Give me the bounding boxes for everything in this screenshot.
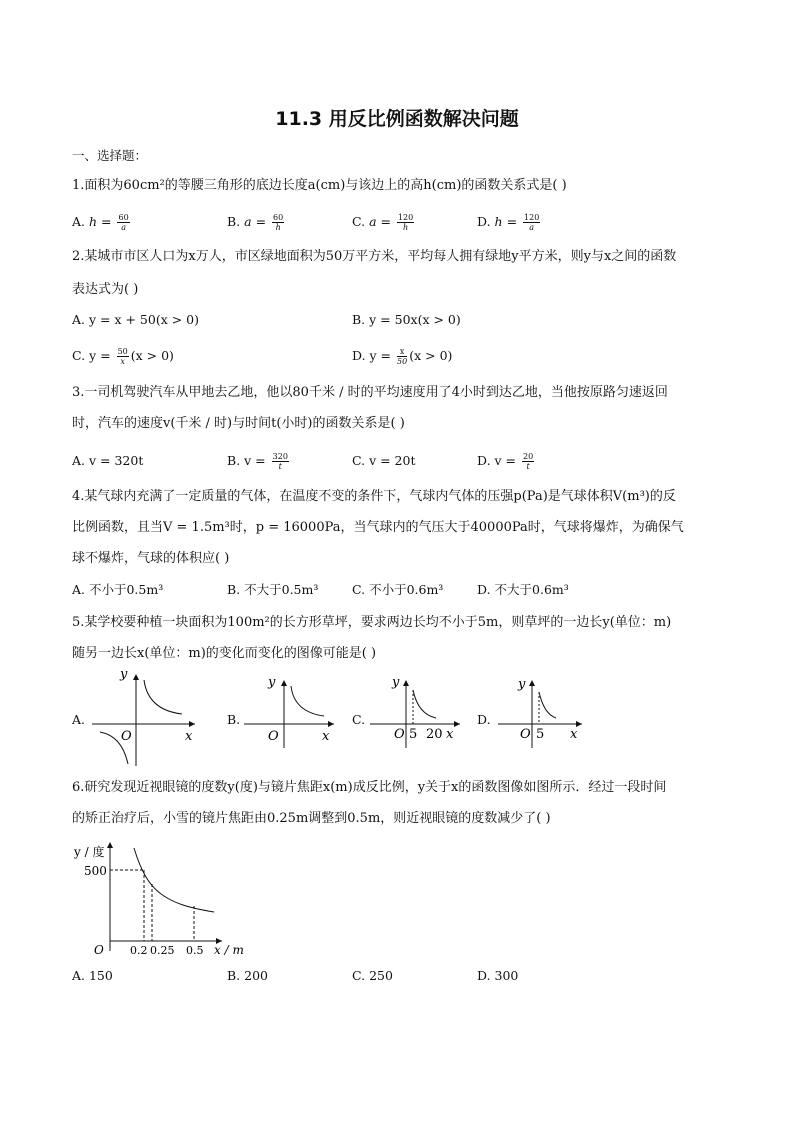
question-6-line-1: 6.研究发现近视眼镜的度数y(度)与镜片焦距x(m)成反比例，y关于x的函数图像如图所示．经过一段时间 <box>72 780 667 795</box>
q6-option-b[interactable]: B. 200 <box>227 968 268 983</box>
x-label: x <box>570 727 578 742</box>
q4-option-b[interactable]: B. 不大于0.5m³ <box>227 582 319 597</box>
q2-c-fraction <box>117 347 129 366</box>
q1-option-a[interactable] <box>72 212 132 232</box>
q5-graph-c[interactable] <box>368 672 468 752</box>
q1-option-d[interactable] <box>477 212 542 232</box>
curve-branch-1 <box>144 680 182 714</box>
question-4-line-1: 4.某气球内充满了一定质量的气体，在温度不变的条件下，气球内气体的压强p(Pa)是气球体积V(m³)的反 <box>72 489 676 504</box>
q4-option-a[interactable]: A. 不小于0.5m³ <box>72 582 164 597</box>
question-3-line-2: 时，汽车的速度v(千米 / 时)与时间t(小时)的函数关系是( ) <box>72 416 405 431</box>
q1-d-fraction <box>523 213 540 232</box>
question-4-line-3: 球不爆炸，气球的体积应( ) <box>72 551 230 566</box>
question-5-line-2: 随另一边长x(单位：m)的变化而变化的图像可能是( ) <box>72 646 377 661</box>
y-axis-label: y / 度 <box>74 845 105 859</box>
q1-b-den: h <box>275 223 281 232</box>
q6-graph[interactable] <box>72 838 262 956</box>
q2-c-tail: (x > 0) <box>130 348 174 363</box>
y-label: y <box>120 668 128 682</box>
q5-option-c-label[interactable]: C. <box>352 712 366 727</box>
q3-option-d[interactable] <box>477 451 536 471</box>
y-label: y <box>392 675 400 690</box>
q1-b-num: 60 <box>273 213 284 222</box>
q2-d-label: D. y = <box>352 348 392 363</box>
q2-c-num: 50 <box>117 347 128 356</box>
x-axis-label: x / m <box>214 943 244 956</box>
q1-option-b[interactable] <box>227 212 286 232</box>
question-6-line-2: 的矫正治疗后，小雪的镜片焦距由0.25m调整到0.5m，则近视眼镜的度数减少了( ) <box>72 811 551 826</box>
q3-b-fraction <box>272 452 289 471</box>
origin-label: O <box>121 729 132 744</box>
x-label: x <box>322 729 330 744</box>
y-axis-arrow <box>133 674 139 680</box>
y-axis-arrow <box>107 842 113 848</box>
origin-label: O <box>94 943 104 956</box>
q1-d-num: 120 <box>524 213 540 222</box>
q1-c-label: C. <box>352 214 366 229</box>
q2-c-den: x <box>120 357 125 366</box>
tick-0-2: 0.2 <box>130 944 148 956</box>
q1-option-c[interactable] <box>352 212 416 232</box>
y-axis-arrow <box>403 680 409 686</box>
x-label: x <box>446 727 454 742</box>
q2-d-num: x <box>397 347 407 357</box>
tick-500: 500 <box>84 864 107 878</box>
q5-option-d-label[interactable]: D. <box>477 712 491 727</box>
q6-option-d[interactable]: D. 300 <box>477 968 519 983</box>
q1-c-num: 120 <box>397 213 414 222</box>
q1-a-den: a <box>121 223 126 232</box>
tick-5: 5 <box>536 727 545 742</box>
x-axis-arrow <box>189 721 195 727</box>
q1-a-lhs: h = <box>89 214 112 229</box>
q1-c-den: h <box>403 223 409 232</box>
q2-d-fraction <box>397 347 407 366</box>
x-axis-arrow <box>328 721 334 727</box>
q1-d-lhs: h = <box>494 214 518 229</box>
x-label: x <box>185 729 193 744</box>
q2-option-a[interactable]: A. y = x + 50(x > 0) <box>72 312 200 327</box>
q3-d-label: D. v = <box>477 453 517 468</box>
q2-option-d[interactable] <box>352 346 452 366</box>
q6-option-a[interactable]: A. 150 <box>72 968 113 983</box>
tick-20: 20 <box>426 727 443 742</box>
question-3-line-1: 3.一司机驾驶汽车从甲地去乙地，他以80千米 / 时的平均速度用了4小时到达乙地，当他按原路匀速返回 <box>72 385 668 400</box>
x-axis-arrow <box>454 721 460 727</box>
q3-d-den: t <box>526 462 530 471</box>
q3-option-b[interactable] <box>227 451 291 471</box>
q3-option-a[interactable]: A. v = 320t <box>72 453 144 468</box>
section-heading: 一、选择题： <box>72 148 148 163</box>
tick-5: 5 <box>409 727 418 742</box>
curve <box>291 686 324 716</box>
origin-label: O <box>394 727 405 742</box>
question-1-text: 1.面积为60cm²的等腰三角形的底边长度a(cm)与该边上的高h(cm)的函数关系式是( ) <box>72 178 567 193</box>
q1-a-label: A. <box>72 214 86 229</box>
q3-b-label: B. v = <box>227 453 266 468</box>
q5-graph-d[interactable] <box>496 672 596 752</box>
q3-b-num: 320 <box>272 452 288 461</box>
q1-b-lhs: a = <box>244 214 267 229</box>
q5-option-b-label[interactable]: B. <box>227 712 241 727</box>
q1-b-fraction <box>272 213 284 232</box>
y-label: y <box>518 677 526 692</box>
q1-a-fraction <box>117 213 129 232</box>
q5-option-a-label[interactable]: A. <box>72 712 86 727</box>
q3-d-num: 20 <box>523 452 534 461</box>
question-2-line-1: 2.某城市市区人口为x万人，市区绿地面积为50万平方米，平均每人拥有绿地y平方米，则y与x之间的函数 <box>72 249 677 264</box>
q1-d-label: D. <box>477 214 491 229</box>
origin-label: O <box>520 727 531 742</box>
tick-0-25: 0.25 <box>150 944 175 956</box>
q1-d-den: a <box>529 223 535 232</box>
q2-d-tail: (x > 0) <box>409 348 453 363</box>
curve <box>134 848 214 912</box>
q2-option-c[interactable] <box>72 346 174 366</box>
page-title: 11.3 用反比例函数解决问题 <box>275 108 519 130</box>
origin-label: O <box>268 729 279 744</box>
q3-d-fraction <box>522 452 534 471</box>
question-2-line-2: 表达式为( ) <box>72 282 139 297</box>
q1-b-label: B. <box>227 214 241 229</box>
q3-option-c[interactable]: C. v = 20t <box>352 453 416 468</box>
q3-b-den: t <box>278 462 282 471</box>
curve <box>413 690 436 718</box>
q2-c-label: C. y = <box>72 348 111 363</box>
q2-d-den: 50 <box>397 357 408 366</box>
question-5-line-1: 5.某学校要种植一块面积为100m²的长方形草坪，要求两边长均不小于5m，则草坪的一边长y(单位：m) <box>72 615 672 630</box>
q5-graph-a[interactable] <box>90 668 200 768</box>
q2-option-b[interactable]: B. y = 50x(x > 0) <box>352 312 461 327</box>
q4-option-d[interactable]: D. 不大于0.6m³ <box>477 582 569 597</box>
q5-graph-b[interactable] <box>242 672 342 752</box>
q4-option-c[interactable]: C. 不小于0.6m³ <box>352 582 444 597</box>
tick-0-5: 0.5 <box>186 944 204 956</box>
y-label: y <box>268 675 276 690</box>
q1-a-num: 60 <box>118 213 129 222</box>
q6-option-c[interactable]: C. 250 <box>352 968 393 983</box>
q1-c-fraction <box>397 213 414 232</box>
y-axis-arrow <box>529 680 535 686</box>
curve <box>539 692 556 718</box>
y-axis-arrow <box>281 680 287 686</box>
q1-c-lhs: a = <box>369 214 391 229</box>
question-4-line-2: 比例函数，且当V = 1.5m³时，p = 16000Pa，当气球内的气压大于40000Pa时，气球将爆炸，为确保气 <box>72 520 684 535</box>
